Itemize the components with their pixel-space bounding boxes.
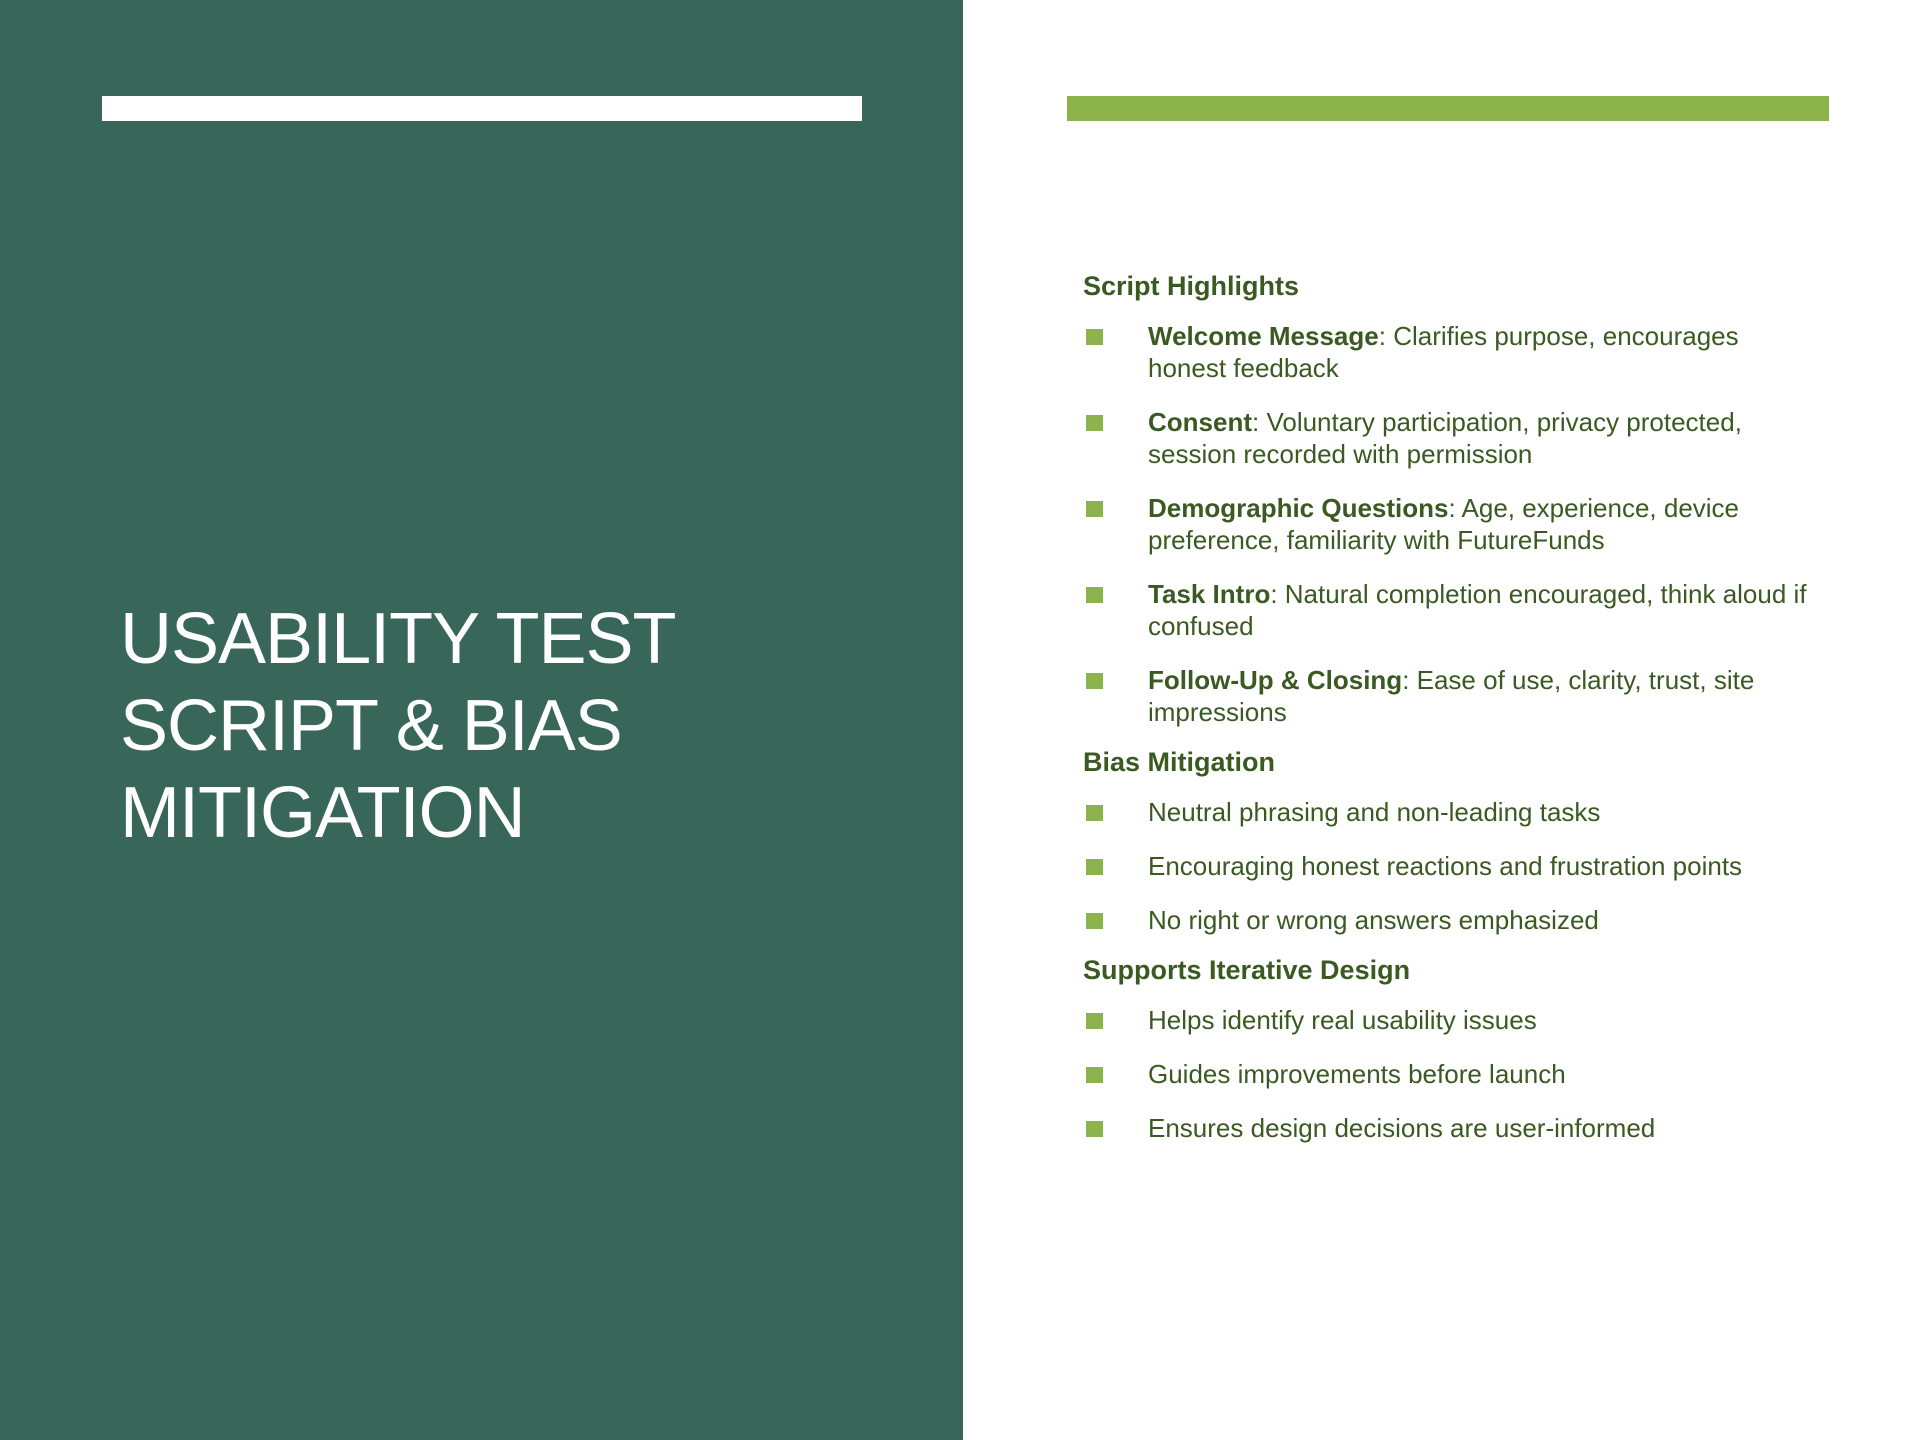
section-heading: Bias Mitigation [1083, 747, 1276, 777]
square-bullet-icon [1086, 1121, 1103, 1137]
slide-title-line: SCRIPT & BIAS [120, 686, 622, 766]
list-item [1083, 406, 1823, 470]
list-item [1083, 904, 1823, 936]
section-script-highlights [1083, 270, 1823, 728]
section-heading: Script Highlights [1083, 271, 1299, 301]
item-bold-label: Demographic Questions [1148, 493, 1449, 523]
item-description: : Voluntary participation, privacy protected, session recorded with permission [1148, 407, 1742, 469]
list-item [1083, 1004, 1823, 1036]
right-accent-bar [1067, 96, 1829, 121]
list-item [1083, 492, 1823, 556]
slide-title-line: USABILITY TEST [120, 599, 676, 679]
square-bullet-icon [1086, 1013, 1103, 1029]
item-text: Ensures design decisions are user-informed [1148, 1113, 1656, 1143]
square-bullet-icon [1086, 913, 1103, 929]
bullet-list [1083, 1004, 1823, 1144]
item-text [1148, 320, 1823, 384]
section-heading: Supports Iterative Design [1083, 955, 1411, 985]
square-bullet-icon [1086, 501, 1103, 517]
square-bullet-icon [1086, 587, 1103, 603]
item-bold-label: Follow-Up & Closing [1148, 665, 1403, 695]
bullet-list [1083, 320, 1823, 728]
item-bold-label: Task Intro [1148, 579, 1271, 609]
list-item [1083, 850, 1823, 882]
slide-title [120, 596, 880, 857]
item-text: Encouraging honest reactions and frustration points [1148, 851, 1743, 881]
item-text: Neutral phrasing and non-leading tasks [1148, 797, 1601, 827]
square-bullet-icon [1086, 415, 1103, 431]
slide-title-line: MITIGATION [120, 773, 525, 853]
item-description: : Natural completion encouraged, think aloud if confused [1148, 579, 1807, 641]
square-bullet-icon [1086, 1067, 1103, 1083]
list-item [1083, 1112, 1823, 1144]
list-item [1083, 578, 1823, 642]
item-description: : Ease of use, clarity, trust, site impressions [1148, 665, 1755, 727]
list-item [1083, 796, 1823, 828]
square-bullet-icon [1086, 859, 1103, 875]
square-bullet-icon [1086, 329, 1103, 345]
list-item [1083, 664, 1823, 728]
item-bold-label: Consent [1148, 407, 1252, 437]
list-item [1083, 1058, 1823, 1090]
bullet-list [1083, 796, 1823, 936]
item-bold-label: Welcome Message [1148, 321, 1379, 351]
section-bias-mitigation [1083, 746, 1823, 936]
item-text: No right or wrong answers emphasized [1148, 905, 1599, 935]
list-item [1083, 320, 1823, 384]
item-text [1148, 664, 1823, 728]
item-description: : Clarifies purpose, encourages honest feedback [1148, 321, 1739, 383]
square-bullet-icon [1086, 673, 1103, 689]
item-description: : Age, experience, device preference, familiarity with FutureFunds [1148, 493, 1740, 555]
item-text: Helps identify real usability issues [1148, 1005, 1537, 1035]
square-bullet-icon [1086, 805, 1103, 821]
item-text [1148, 492, 1823, 556]
section-supports-iterative-design [1083, 954, 1823, 1144]
content-area [1083, 270, 1823, 1162]
item-text [1148, 578, 1823, 642]
item-text [1148, 406, 1823, 470]
item-text: Guides improvements before launch [1148, 1059, 1566, 1089]
left-accent-bar [102, 96, 862, 121]
